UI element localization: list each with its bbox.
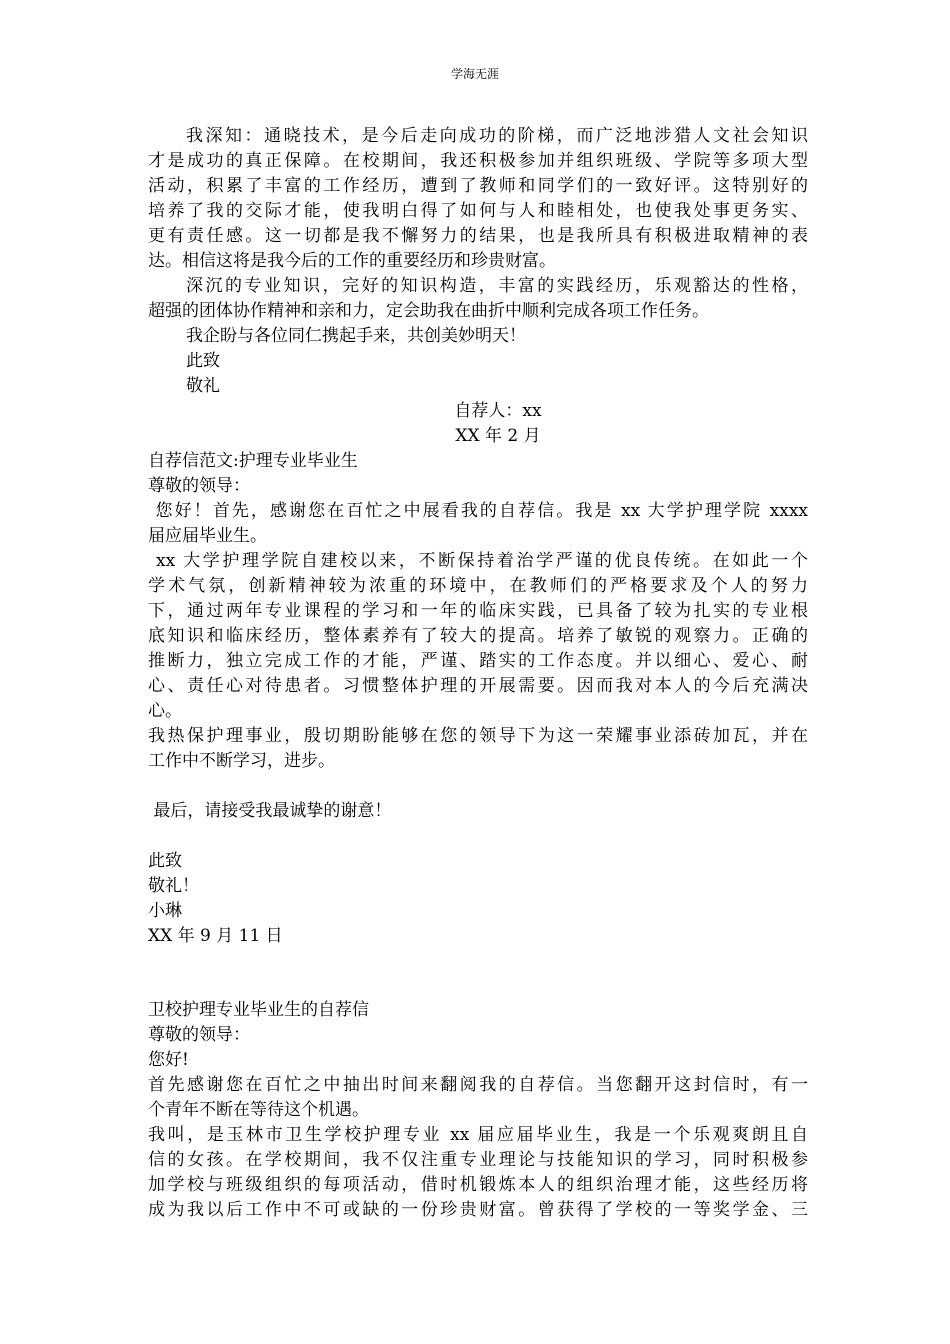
section-title: 卫校护理专业毕业生的自荐信: [148, 1000, 369, 1020]
signature-line: 自荐人：xx: [454, 401, 542, 421]
text-line: 深沉的专业知识，完好的知识构造，丰富的实践经历，乐观豁达的性格，: [186, 276, 808, 296]
section-title: 自荐信范文:护理专业毕业生: [148, 451, 358, 471]
date-line: XX 年 2 月: [455, 426, 541, 446]
text-line: 心、责任心对待患者。习惯整体护理的开展需要。因而我对本人的今后充满决: [148, 676, 808, 696]
text-line: 最后，请接受我最诚挚的谢意！: [148, 801, 392, 821]
text-line: 活动，积累了丰富的工作经历，遭到了教师和同学们的一致好评。这特别好的: [148, 176, 808, 196]
text-line: 才是成功的真正保障。在校期间，我还积极参加并组织班级、学院等多项大型: [148, 151, 808, 171]
text-line: xx 大学护理学院自建校以来，不断保持着治学严谨的优良传统。在如此一个: [148, 551, 808, 571]
salutation: 尊敬的领导：: [148, 476, 250, 496]
text-line: 达。相信这将是我今后的工作的重要经历和珍贵财富。: [148, 251, 556, 271]
text-line: 您好!: [148, 1050, 189, 1070]
text-line: 推断力，独立完成工作的才能，严谨、踏实的工作态度。并以细心、爱心、耐: [148, 651, 808, 671]
text-line: 个青年不断在等待这个机遇。: [148, 1100, 369, 1120]
closing-line: 此致: [186, 351, 220, 371]
text-line: 成为我以后工作中不可或缺的一份珍贵财富。曾获得了学校的一等奖学金、三: [148, 1200, 808, 1220]
closing-line: 敬礼: [186, 376, 220, 396]
page-header: 学海无涯: [450, 67, 499, 81]
text-line: 培养了我的交际才能，使我明白得了如何与人和睦相处，也使我处事更务实、: [148, 201, 808, 221]
text-line: 我热保护理事业，殷切期盼能够在您的领导下为这一荣耀事业添砖加瓦，并在: [148, 726, 808, 746]
text-line: 信的女孩。在学校期间，我不仅注重专业理论与技能知识的学习，同时积极参: [148, 1150, 808, 1170]
text-line: 工作中不断学习，进步。: [148, 751, 335, 771]
date-line: XX 年 9 月 11 日: [148, 926, 283, 946]
text-line: 加学校与班级组织的每项活动，借时机锻炼本人的组织治理才能，这些经历将: [148, 1175, 808, 1195]
text-line: 更有责任感。这一切都是我不懈努力的结果，也是我所具有积极进取精神的表: [148, 226, 808, 246]
signature-line: 小琳: [148, 901, 182, 921]
text-line: 超强的团体协作精神和亲和力，定会助我在曲折中顺利完成各项工作任务。: [148, 301, 709, 321]
text-line: 我叫，是玉林市卫生学校护理专业 xx 届应届毕业生，我是一个乐观爽朗且自: [148, 1125, 808, 1145]
salutation: 尊敬的领导：: [148, 1025, 250, 1045]
text-line: 我企盼与各位同仁携起手来，共创美妙明天！: [186, 326, 526, 346]
text-line: 学术气氛，创新精神较为浓重的环境中，在教师们的严格要求及个人的努力: [148, 576, 808, 596]
text-line: 下，通过两年专业课程的学习和一年的临床实践，已具备了较为扎实的专业根: [148, 601, 808, 621]
closing-line: 敬礼！: [148, 876, 199, 896]
text-line: 届应届毕业生。: [148, 526, 267, 546]
text-line: 您好！首先，感谢您在百忙之中展看我的自荐信。我是 xx 大学护理学院 xxxx: [148, 501, 808, 521]
text-line: 我深知：通晓技术，是今后走向成功的阶梯，而广泛地涉猎人文社会知识: [186, 126, 808, 146]
closing-line: 此致: [148, 851, 182, 871]
text-line: 底知识和临床经历，整体素养有了较大的提高。培养了敏锐的观察力。正确的: [148, 626, 808, 646]
text-line: 首先感谢您在百忙之中抽出时间来翻阅我的自荐信。当您翻开这封信时，有一: [148, 1075, 808, 1095]
text-line: 心。: [148, 701, 182, 721]
